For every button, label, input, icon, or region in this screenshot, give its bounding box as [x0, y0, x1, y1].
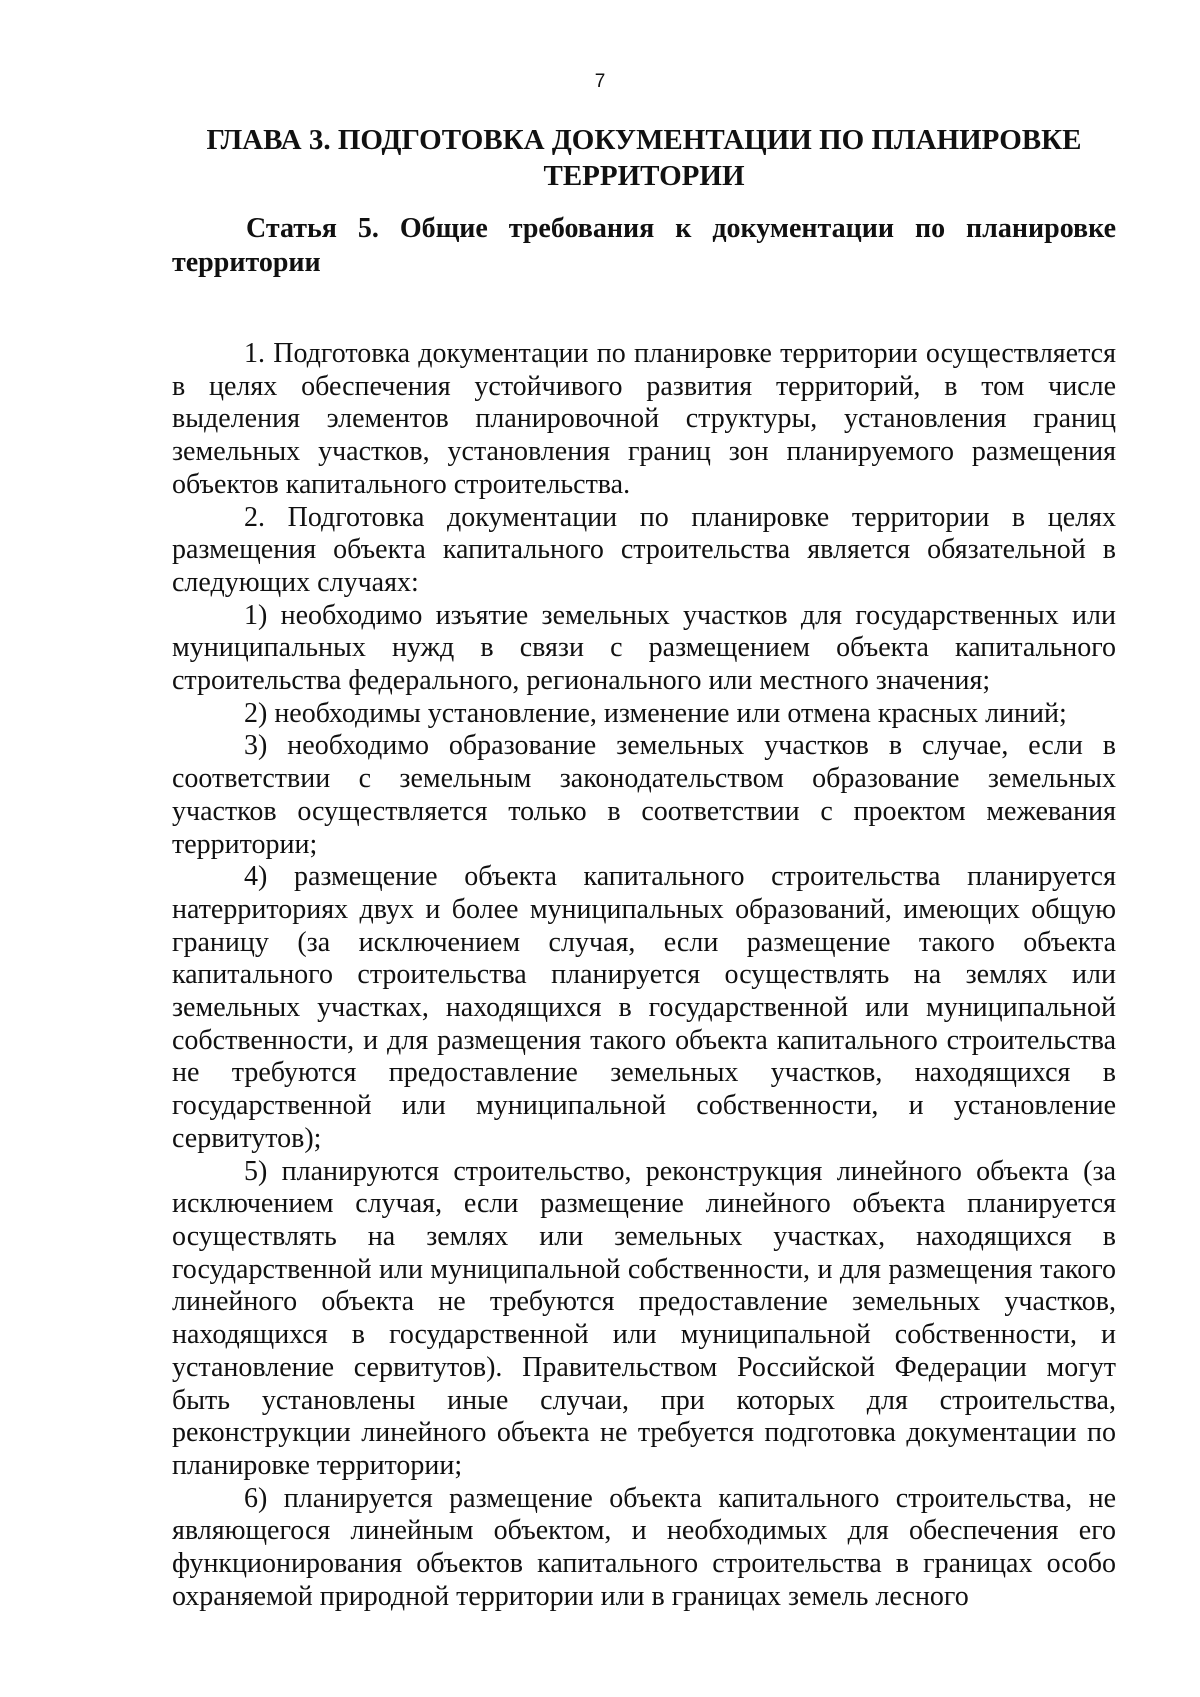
paragraph-1: 1. Подготовка документации по планировке территории осуществляется в целях обеспечения устойчивого развития территорий, в том числе выделения элементов планировочной структуры, установления границ земельных участков, установления границ зон планируемого размещения объектов капитального строительства. — [172, 338, 1116, 500]
page-content — [172, 122, 1116, 1613]
page-number: 7 — [594, 71, 606, 92]
chapter-title: ГЛАВА 3. ПОДГОТОВКА ДОКУМЕНТАЦИИ ПО ПЛАНИРОВКЕ ТЕРРИТОРИИ — [206, 124, 1082, 192]
list-item-1: 1) необходимо изъятие земельных участков для государственных или муниципальных нужд в связи с размещением объекта капитального строительства федерального, регионального или местного значения; — [172, 599, 1116, 697]
list-item-6: 6) планируется размещение объекта капитального строительства, не являющегося линейным объектом, и необходимых для обеспечения его функционирования объектов капитального строительства в границах особо охраняемой природной территории или в границах земель лесного — [172, 1482, 1116, 1612]
list-item-5: 5) планируются строительство, реконструкция линейного объекта (за исключением случая, если размещение линейного объекта планируется осуществлять на землях или земельных участках, находящихся в государственной или муниципальной собственности, и для размещения такого линейного объекта не требуются предоставление земельных участков, находящихся в государственной или муниципальной собственности, и установление сервитутов). Правительством Российской Федерации могут быть установлены иные случаи, при которых для строительства, реконструкции линейного объекта не требуется подготовка документации по планировке территории; — [172, 1155, 1116, 1481]
list-item-4: 4) размещение объекта капитального строительства планируется натерриториях двух и более муниципальных образований, имеющих общую границу (за исключением случая, если размещение такого объекта капитального строительства планируется осуществлять на землях или земельных участках, находящихся в государственной или муниципальной собственности, и для размещения такого объекта капитального строительства не требуются предоставление земельных участков, находящихся в государственной или муниципальной собственности, и установление сервитутов); — [172, 861, 1116, 1154]
list-item-2: 2) необходимы установление, изменение или отмена красных линий; — [244, 697, 1067, 729]
article-title: Статья 5. Общие требования к документации по планировке территории — [172, 213, 1116, 278]
article-body — [172, 338, 1116, 1613]
list-item-3: 3) необходимо образование земельных участков в случае, если в соответствии с земельным законодательством образование земельных участков осуществляется только в соответствии с проектом межевания территории; — [172, 730, 1116, 860]
paragraph-2: 2. Подготовка документации по планировке территории в целях размещения объекта капитального строительства является обязательной в следующих случаях: — [172, 501, 1116, 598]
